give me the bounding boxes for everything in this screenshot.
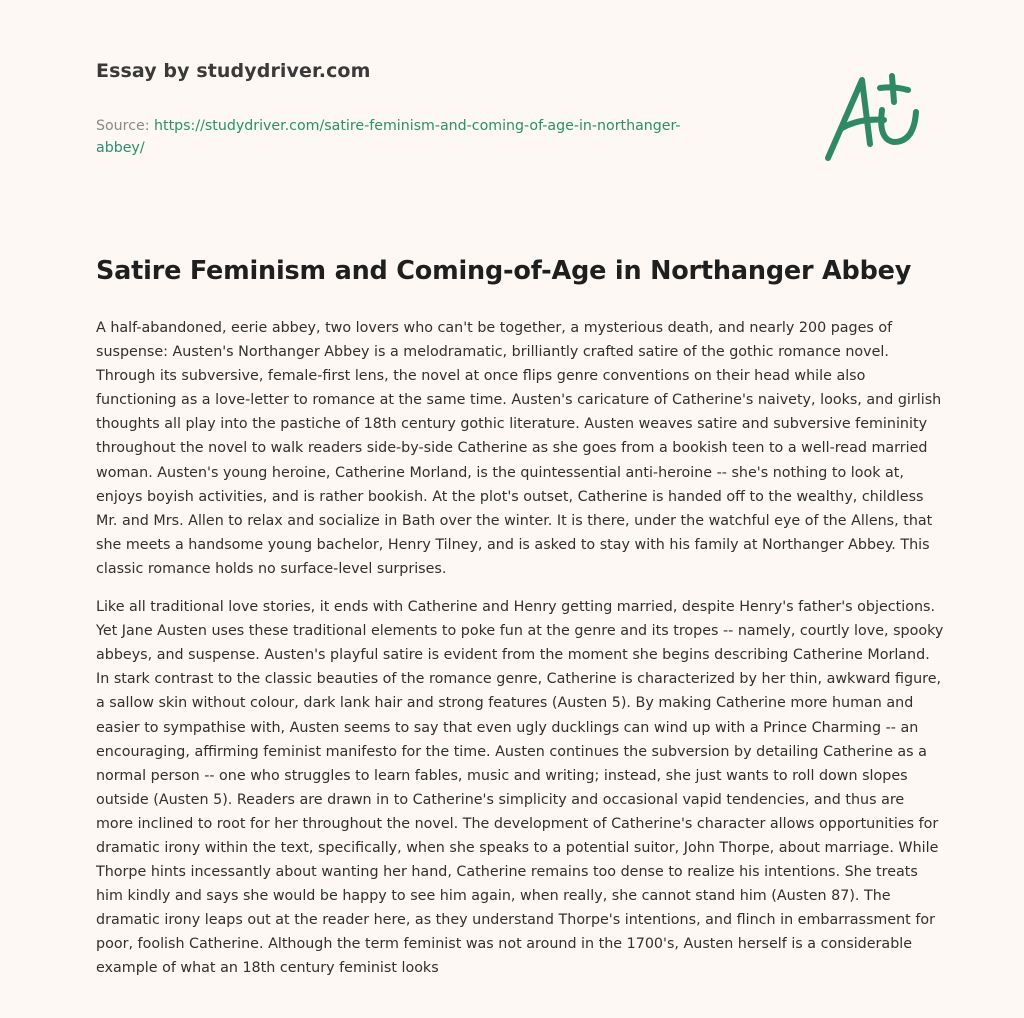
source-link-line1: https://studydriver.com/satire-feminism-and-coming-of-age-in-northanger- bbox=[154, 118, 681, 134]
article-paragraph: Like all traditional love stories, it ends with Catherine and Henry getting married, despite Henry's father's objections. Yet Jane Austen uses these traditional elements to poke fun at the genre and its tropes -- namely, courtly love, spooky abbeys, and suspense. Austen's playful satire is evident from the moment she begins describing Catherine Morland. In stark contrast to the classic beauties of the romance genre, Catherine is characterized by her thin, awkward figure, a sallow skin without colour, dark lank hair and strong features (Austen 5). By making Catherine more human and easier to sympathise with, Austen seems to say that even ugly ducklings can wind up with a Prince Charming -- an encouraging, affirming feminist manifesto for the time. Austen continues the subversion by detailing Catherine as a normal person -- one who struggles to learn fables, music and writing; instead, she just wants to roll down slopes outside (Austen 5). Readers are drawn in to Catherine's simplicity and occasional vapid tendencies, and thus are more inclined to root for her throughout the novel. The development of Catherine's character allows opportunities for dramatic irony within the text, specifically, when she speaks to a potential suitor, John Thorpe, about marriage. While Thorpe hints incessantly about wanting her hand, Catherine remains too dense to realize his intentions. She treats him kindly and says she would be happy to see him again, when really, she cannot stand him (Austen 87). The dramatic irony leaps out at the reader here, as they understand Thorpe's intentions, and flinch in embarrassment for poor, foolish Catherine. Although the term feminist was not around in the 1700's, Austen herself is a considerable example of what an 18th century feminist looks bbox=[96, 599, 944, 977]
site-title: Essay by studydriver.com bbox=[96, 60, 371, 82]
article-title: Satire Feminism and Coming-of-Age in Northanger Abbey bbox=[96, 256, 912, 286]
source-label: Source: bbox=[96, 118, 150, 134]
page-header bbox=[96, 60, 736, 159]
source-line bbox=[96, 115, 736, 159]
article-body bbox=[96, 316, 944, 995]
source-link[interactable] bbox=[96, 118, 681, 156]
source-link-line2: abbey/ bbox=[96, 140, 145, 156]
a-plus-grade-icon bbox=[818, 66, 930, 166]
article-paragraph: A half-abandoned, eerie abbey, two lovers who can't be together, a mysterious death, and nearly 200 pages of suspense: Austen's Northanger Abbey is a melodramatic, brilliantly crafted satire of the gothic romance novel. Through its subversive, female-first lens, the novel at once flips genre conventions on their head while also functioning as a love-letter to romance at the same time. Austen's caricature of Catherine's naivety, looks, and girlish thoughts all play into the pastiche of 18th century gothic literature. Austen weaves satire and subversive femininity throughout the novel to walk readers side-by-side Catherine as she goes from a bookish teen to a well-read married woman. Austen's young heroine, Catherine Morland, is the quintessential anti-heroine -- she's nothing to look at, enjoys boyish activities, and is rather bookish. At the plot's outset, Catherine is handed off to the wealthy, childless Mr. and Mrs. Allen to relax and socialize in Bath over the winter. It is there, under the watchful eye of the Allens, that she meets a handsome young bachelor, Henry Tilney, and is asked to stay with his family at Northanger Abbey. This classic romance holds no surface-level surprises. bbox=[96, 320, 942, 577]
